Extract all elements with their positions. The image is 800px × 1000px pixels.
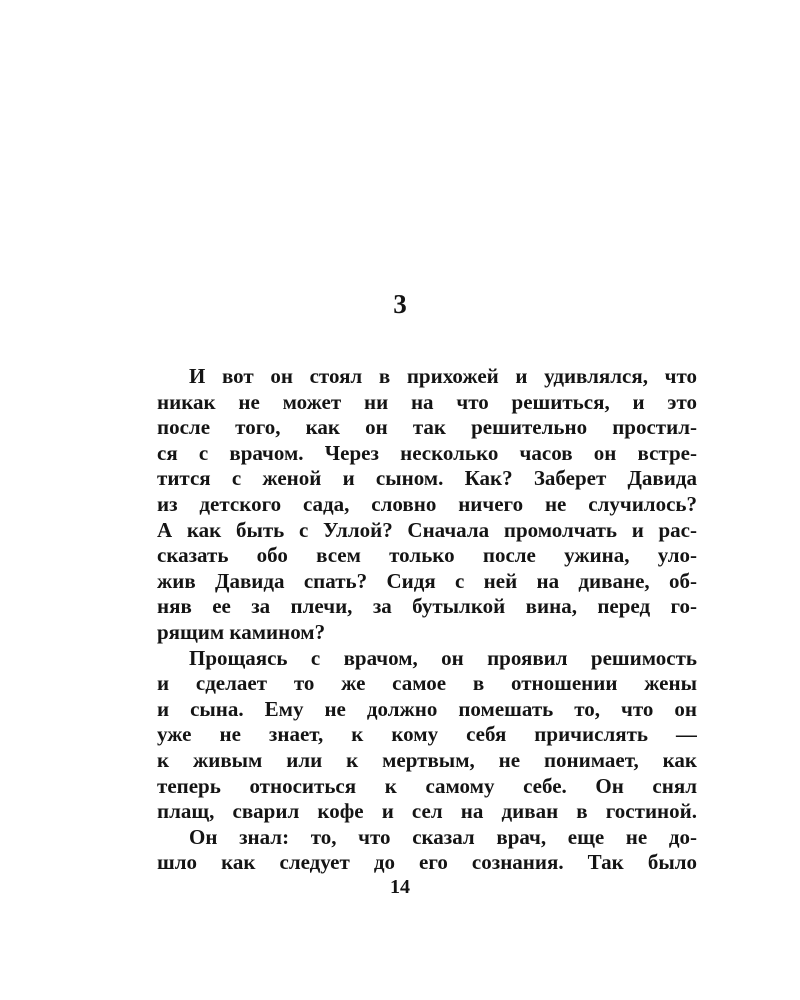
text-line: жив Давида спать? Сидя с ней на диване, об- bbox=[157, 568, 697, 593]
text-line: Прощаясь с врачом, он проявил решимость bbox=[189, 645, 697, 670]
text-line: и сделает то же самое в отношении жены bbox=[157, 671, 697, 696]
text-line: плащ, сварил кофе и сел на диван в гостиной. bbox=[157, 799, 697, 824]
text-line: никак не может ни на что решиться, и это bbox=[157, 389, 697, 414]
text-line: уже не знает, к кому себя причислять — bbox=[157, 722, 697, 747]
text-line: сказать обо всем только после ужина, уло- bbox=[157, 543, 697, 568]
text-line: рящим камином? bbox=[157, 619, 326, 644]
text-line: к живым или к мертвым, не понимает, как bbox=[157, 747, 697, 772]
text-line: А как быть с Уллой? Сначала промолчать и рас- bbox=[157, 517, 697, 542]
text-line: ся с врачом. Через несколько часов он встре- bbox=[157, 440, 697, 465]
text-line: И вот он стоял в прихожей и удивлялся, что bbox=[189, 364, 697, 388]
text-line: няв ее за плечи, за бутылкой вина, перед го- bbox=[157, 594, 697, 619]
page-number: 14 bbox=[390, 876, 410, 898]
text-line: шло как следует до его сознания. Так было bbox=[157, 850, 697, 875]
text-line: тится с женой и сыном. Как? Заберет Давида bbox=[157, 466, 697, 491]
text-line: теперь относиться к самому себе. Он снял bbox=[157, 773, 697, 798]
body-text bbox=[157, 364, 697, 876]
text-line: из детского сада, словно ничего не случилось? bbox=[157, 491, 697, 516]
text-line: после того, как он так решительно простил- bbox=[157, 415, 697, 440]
text-line: Он знал: то, что сказал врач, еще не до- bbox=[189, 824, 697, 849]
chapter-number: 3 bbox=[393, 289, 407, 319]
text-line: и сына. Ему не должно помешать то, что он bbox=[157, 696, 697, 721]
